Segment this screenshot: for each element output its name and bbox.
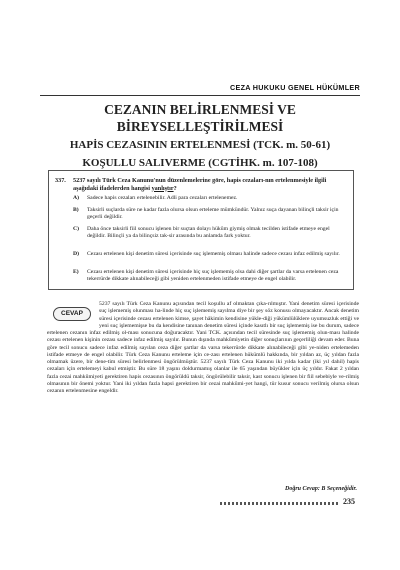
running-header: CEZA HUKUKU GENEL HÜKÜMLER xyxy=(230,83,360,92)
option-text: Taksirli suçlarda süre ne kadar fazla olursa olsun erteleme mümkündür. Yalnız suça dayanan bilinçli taksir için geçerli değildir. xyxy=(87,207,339,221)
title-line-1: CEZANIN BELİRLENMESİ VE xyxy=(104,102,296,117)
answer-paragraph: 5237 sayılı Türk Ceza Kanunu açısından tecil koşullu af olmaktan çıka-rılmıştır. Yani denetim süresi içerisinde suç işlememiş olunması ha-linde hiç suç işlememiş sayılma diye bir şey söz konusu olmayacaktır. Ancak denetim süresi içerisinde cezası ertelenen kimse, şayet hâkimin kendisine yükle-diği yükümlülüklere uyumsuzluk ettiği ve yeni suç işlememişse bu da kendisine tanınan denetim süresi içinde kasıtlı bir suç işlememiş ise bu durum, sadece ertelenen cezanın infaz edilmiş ol-ması sonucuna doğuracaktır. Yani TCK. açısından tecil süresinde suç işlememiş olun-ması halinde cezası ertelenen kişinin cezası sadece infaz edilmiş sayılır. Bunun dışında mahkûmiyetin diğer sonuçlarının geçerliliği devam eder. Buna göre tecil sonucu sadece infaz edilmiş sayılan ceza diğer şartlar da varsa tekerrürde dikkate alınabileceği gibi ye-niden ertelemeden istifade etmeye de engel olabilir. Türk Ceza Kanunu erteleme için ce-zası ertelenen hükümlü hakkında, bir yıldan az, üç yıldan fazla olmamak üzere, bir dene-tim süresi belirlenmesi öngörülmüştür. 5237 sayılı Türk Ceza Kanunu iki yılda kadar (iki yıl dahil) hapis cezaları için ertelemeyi kabul etmiştir. Bu süre 18 yaşını doldurmamış olanlar ile 65 yaşından büyükler için üç yıldır. Fakat 2 yıldan fazla cezai mahkûmiyeti gerektiren hapis cezasının öngörüldü taksir, öngörülebilir taksir, kast sonucu işlenen bir fiil sebebiyle ve-rilmiş olmasının bir önemi yoktur. Yani iki yıldan fazla hapsi gerektiren bir cezai mahkûmi-yet hangi, tür kusur sonucu verilmiş olursa olsun cezanın ertelenmesine engeldir. xyxy=(47,301,359,394)
answer-explanation xyxy=(47,301,359,483)
option-text: Cezası ertelenen kişi denetim süresi içerisinde suç işlememiş olması halinde sadece cezası infaz edilmiş sayılır. xyxy=(87,251,340,257)
question-stem-text: 5237 sayılı Türk Ceza Kanunu'nun düzenlemelerine göre, hapis cezaları-nın ertelenmesiyle ilgili aşağıdaki ifadelerden hangisi xyxy=(73,177,327,192)
chapter-title xyxy=(40,101,360,171)
option-text: Sadece hapis cezaları ertelenebilir. Adli para cezaları ertelenemez. xyxy=(87,195,238,201)
footer-dotted-rule xyxy=(220,502,338,505)
correct-answer: Doğru Cevap: B Seçeneğidir. xyxy=(285,486,357,492)
option-text: Daha önce taksirli fiil sonucu işlenen bir suçtan dolayı hükûm giymiş olmak tecilden istifade etmeye engel değildir. Bilinçli ya da bilinçsiz tak-sir arasında bu anlamda fark yoktur. xyxy=(87,226,330,240)
option-text: Cezası ertelenen kişi denetim süresi içerisinde hiç suç işlememiş olsa dahi diğer şartlar da varsa ertelenen ceza tekerrürde dikkate alınabileceği gibi yeniden ertelenmeden istifade etmeye de engel olabilir. xyxy=(87,269,339,283)
option-letter: D) xyxy=(73,251,80,257)
option-letter: C) xyxy=(73,226,80,232)
option-letter: A) xyxy=(73,195,80,201)
question-stem-end: ? xyxy=(173,184,177,192)
option-letter: E) xyxy=(73,269,79,275)
title-line-3: HAPİS CEZASININ ERTELENMESİ (TCK. m. 50-61) xyxy=(69,139,331,151)
title-line-2: BİREYSELLEŞTİRİLMESİ xyxy=(116,119,284,134)
question-box xyxy=(48,170,354,290)
page-number: 235 xyxy=(343,497,355,506)
header-rule xyxy=(40,95,360,96)
question-number: 337. xyxy=(55,177,66,184)
title-line-4: KOŞULLU SALIVERME (CGTİHK. m. 107-108) xyxy=(82,157,318,169)
answer-badge: CEVAP xyxy=(53,307,91,321)
question-stem-keyword: yanlıştır xyxy=(151,184,174,192)
option-letter: B) xyxy=(73,207,79,213)
question-stem xyxy=(73,177,349,192)
